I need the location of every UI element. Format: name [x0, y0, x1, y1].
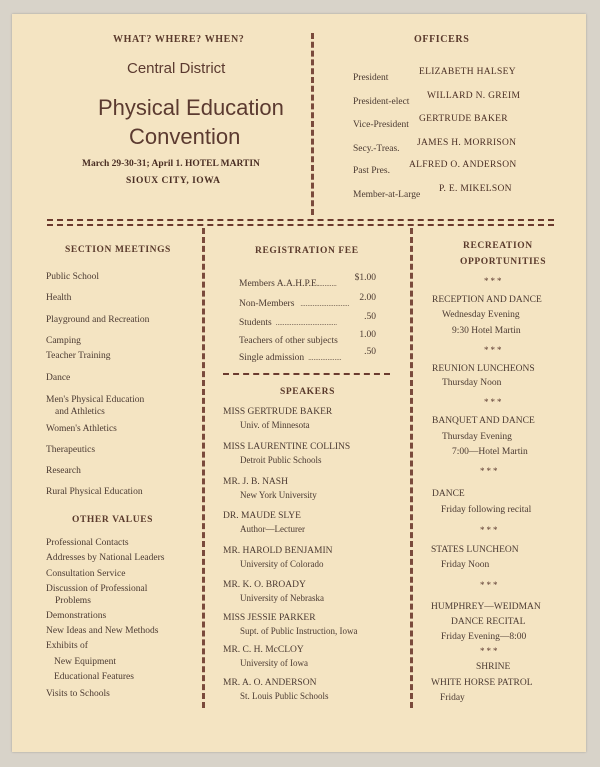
speaker-affiliation: University of Colorado: [240, 559, 324, 569]
top-divider: [311, 33, 314, 215]
speaker-name: MR. HAROLD BENJAMIN: [223, 546, 333, 556]
officer-row: [353, 114, 508, 132]
officer-row: [353, 160, 517, 178]
horizontal-divider-top: [47, 219, 554, 221]
event-detail: DANCE RECITAL: [451, 617, 526, 627]
speaker-affiliation: University of Iowa: [240, 658, 308, 668]
fee-row: [239, 312, 376, 330]
event-title: REUNION LUNCHEONS: [432, 364, 535, 374]
list-item: Research: [46, 466, 81, 476]
officers-heading: OFFICERS: [414, 34, 470, 45]
registration-divider: [223, 373, 390, 375]
star-separator: ***: [484, 276, 504, 286]
fee-dots: ...................: [308, 354, 342, 362]
fee-amount: 1.00: [359, 330, 376, 340]
district-name: Central District: [127, 60, 226, 77]
event-title: STATES LUNCHEON: [431, 545, 519, 555]
officer-name: GERTRUDE BAKER: [419, 114, 508, 124]
officer-role: Past Pres.: [353, 166, 390, 176]
star-separator: ***: [484, 345, 504, 355]
list-item: Discussion of Professional: [46, 584, 148, 594]
event-detail: 7:00—Hotel Martin: [452, 447, 528, 457]
list-item: Visits to Schools: [46, 689, 110, 699]
officer-name: WILLARD N. GREIM: [427, 91, 521, 101]
list-item: Public School: [46, 272, 100, 282]
event-title: SHRINE: [476, 662, 511, 672]
officer-row: [353, 67, 516, 85]
fee-amount: .50: [364, 312, 376, 322]
officer-name: ELIZABETH HALSEY: [419, 67, 516, 77]
event-title: HUMPHREY—WEIDMAN: [431, 602, 541, 612]
list-item: Women's Athletics: [46, 424, 117, 434]
list-item: Educational Features: [54, 672, 134, 682]
star-separator: ***: [480, 580, 500, 590]
list-item: Camping: [46, 336, 81, 346]
officer-role: Member-at-Large: [353, 190, 421, 200]
fee-dots: ..........: [319, 280, 337, 288]
event-detail: Thursday Noon: [442, 378, 502, 388]
fee-dots: ............................: [300, 300, 350, 308]
officer-role: Secy.-Treas.: [353, 144, 400, 154]
speaker-name: MR. J. B. NASH: [223, 477, 288, 487]
officer-row: [353, 184, 512, 202]
speaker-name: DR. MAUDE SLYE: [223, 511, 301, 521]
dates-venue: March 29-30-31; April 1. HOTEL MARTIN: [82, 159, 260, 169]
fee-label: Students: [239, 318, 272, 328]
event-title: RECEPTION AND DANCE: [432, 295, 542, 305]
list-item: Rural Physical Education: [46, 487, 143, 497]
speaker-name: MR. C. H. McCLOY: [223, 645, 304, 655]
list-item: Consultation Service: [46, 569, 126, 579]
speaker-affiliation: St. Louis Public Schools: [240, 691, 329, 701]
officer-name: ALFRED O. ANDERSON: [409, 160, 517, 170]
speaker-entry: [223, 678, 329, 701]
fee-amount: $1.00: [354, 273, 376, 283]
fee-label: Members A.A.H.P.E.: [239, 279, 320, 289]
event-title: BANQUET AND DANCE: [432, 416, 535, 426]
list-item: Therapeutics: [46, 445, 96, 455]
column-divider-left: [202, 228, 205, 708]
fee-amount: 2.00: [359, 293, 376, 303]
officer-role: President-elect: [353, 97, 410, 107]
speaker-name: MR. A. O. ANDERSON: [223, 678, 317, 688]
list-item: Playground and Recreation: [46, 315, 150, 325]
speaker-affiliation: Univ. of Minnesota: [240, 420, 310, 430]
speaker-name: MR. K. O. BROADY: [223, 580, 306, 590]
speaker-entry: [223, 442, 350, 465]
convention-title-line1: Physical Education: [98, 95, 284, 120]
list-item: Exhibits of: [46, 641, 88, 651]
speaker-entry: [223, 407, 332, 430]
star-separator: ***: [484, 397, 504, 407]
speaker-entry: [223, 613, 358, 636]
event-detail: Friday following recital: [441, 505, 532, 515]
officer-name: JAMES H. MORRISON: [417, 138, 517, 148]
event-detail: WHITE HORSE PATROL: [431, 678, 533, 688]
list-item: New Ideas and New Methods: [46, 626, 159, 636]
speaker-name: MISS LAURENTINE COLLINS: [223, 442, 351, 452]
speakers-heading: SPEAKERS: [280, 387, 335, 397]
other-values-heading: OTHER VALUES: [72, 515, 154, 525]
speaker-affiliation: Supt. of Public Instruction, Iowa: [240, 626, 358, 636]
fee-label: Single admission: [239, 353, 305, 363]
officer-role: President: [353, 73, 389, 83]
event-title: DANCE: [432, 489, 465, 499]
officer-role: Vice-President: [353, 120, 409, 130]
event-detail: Wednesday Evening: [442, 310, 520, 320]
list-item: Demonstrations: [46, 611, 107, 621]
speaker-entry: [223, 511, 305, 534]
list-item: Problems: [55, 596, 91, 606]
list-item: Men's Physical Education: [46, 395, 145, 405]
list-item: Professional Contacts: [46, 538, 129, 548]
convention-title-line2: Convention: [129, 124, 241, 149]
speaker-entry: [223, 477, 317, 500]
city: SIOUX CITY, IOWA: [126, 176, 221, 186]
tagline: WHAT? WHERE? WHEN?: [113, 34, 245, 45]
fee-amount: .50: [364, 347, 376, 357]
event-detail: Friday: [440, 693, 465, 703]
speaker-name: MISS JESSIE PARKER: [223, 613, 316, 623]
recreation-heading-line2: OPPORTUNITIES: [460, 257, 547, 267]
star-separator: ***: [480, 525, 500, 535]
column-divider-right: [410, 228, 413, 708]
fee-label: Teachers of other subjects: [239, 336, 338, 346]
fee-row: [239, 293, 376, 311]
speaker-name: MISS GERTRUDE BAKER: [223, 407, 333, 417]
list-item: and Athletics: [55, 407, 105, 417]
speaker-affiliation: Author—Lecturer: [240, 524, 305, 534]
officer-row: [353, 138, 517, 156]
list-item: Dance: [46, 373, 71, 383]
event-detail: 9:30 Hotel Martin: [452, 326, 521, 336]
fee-label: Non-Members: [239, 299, 295, 309]
recreation-heading-line1: RECREATION: [463, 241, 533, 251]
list-item: Addresses by National Leaders: [46, 553, 165, 563]
speaker-affiliation: University of Nebraska: [240, 593, 324, 603]
star-separator: ***: [480, 466, 500, 476]
fee-row: [239, 347, 376, 365]
officer-name: P. E. MIKELSON: [439, 184, 512, 194]
fee-row: [239, 273, 376, 291]
officer-row: [353, 91, 521, 109]
section-meetings-heading: SECTION MEETINGS: [65, 245, 171, 255]
list-item: Teacher Training: [46, 351, 111, 361]
speaker-affiliation: Detroit Public Schools: [240, 455, 322, 465]
event-detail: Thursday Evening: [442, 432, 512, 442]
fee-row: [239, 330, 376, 348]
list-item: New Equipment: [54, 657, 117, 667]
fee-dots: ...................................: [275, 319, 337, 327]
speaker-affiliation: New York University: [240, 490, 317, 500]
star-separator: ***: [480, 646, 500, 656]
speaker-entry: [223, 580, 324, 603]
registration-heading: REGISTRATION FEE: [255, 246, 359, 256]
speaker-entry: [223, 546, 333, 569]
event-detail: Friday Evening—8:00: [441, 632, 527, 642]
speaker-entry: [223, 645, 308, 668]
horizontal-divider-bottom: [47, 224, 554, 226]
list-item: Health: [46, 293, 72, 303]
event-detail: Friday Noon: [441, 560, 490, 570]
